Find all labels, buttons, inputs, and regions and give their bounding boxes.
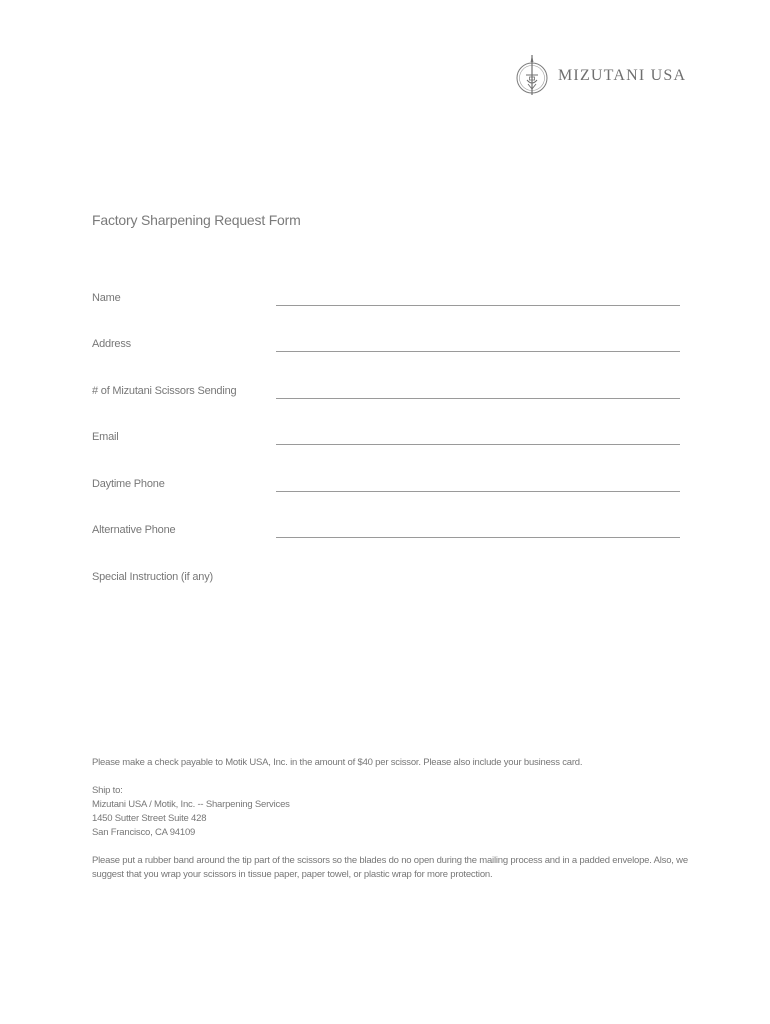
ship-to-address-line: Mizutani USA / Motik, Inc. -- Sharpening Services xyxy=(92,799,290,810)
brand-name: MIZUTANI USA xyxy=(558,67,687,84)
name-label: Name xyxy=(92,292,121,304)
address-label: Address xyxy=(92,338,131,350)
mizutani-crest-icon xyxy=(514,53,554,99)
packing-note: Please put a rubber band around the tip part of the scissors so the blades do no open during the mailing process and in a padded envelope. Also, we suggest that you wrap your scissors in tissue paper, paper towel, or plastic wrap for more protection. xyxy=(92,855,688,880)
payment-note: Please make a check payable to Motik USA, Inc. in the amount of $40 per scissor. Please also include your business card. xyxy=(92,757,583,768)
alternative-phone-input-line[interactable] xyxy=(276,537,680,538)
special-instruction-label: Special Instruction (if any) xyxy=(92,571,213,583)
daytime-phone-field-row xyxy=(92,478,680,500)
instructions-section xyxy=(92,756,692,882)
special-instruction-row xyxy=(92,571,680,593)
email-label: Email xyxy=(92,431,119,443)
scissor-count-field-row xyxy=(92,385,680,407)
scissor-count-input-line[interactable] xyxy=(276,398,680,399)
ship-to-label: Ship to: xyxy=(92,785,123,796)
name-field-row xyxy=(92,292,680,314)
brand-logo xyxy=(514,53,686,99)
name-input-line[interactable] xyxy=(276,305,680,306)
daytime-phone-label: Daytime Phone xyxy=(92,478,165,490)
address-field-row xyxy=(92,338,680,360)
scissor-count-label: # of Mizutani Scissors Sending xyxy=(92,385,237,397)
form-title: Factory Sharpening Request Form xyxy=(92,212,301,228)
ship-to-address-line: 1450 Sutter Street Suite 428 xyxy=(92,813,207,824)
alternative-phone-field-row xyxy=(92,524,680,546)
daytime-phone-input-line[interactable] xyxy=(276,491,680,492)
email-input-line[interactable] xyxy=(276,444,680,445)
ship-to-address-line: San Francisco, CA 94109 xyxy=(92,827,196,838)
alternative-phone-label: Alternative Phone xyxy=(92,524,176,536)
email-field-row xyxy=(92,431,680,453)
address-input-line[interactable] xyxy=(276,351,680,352)
